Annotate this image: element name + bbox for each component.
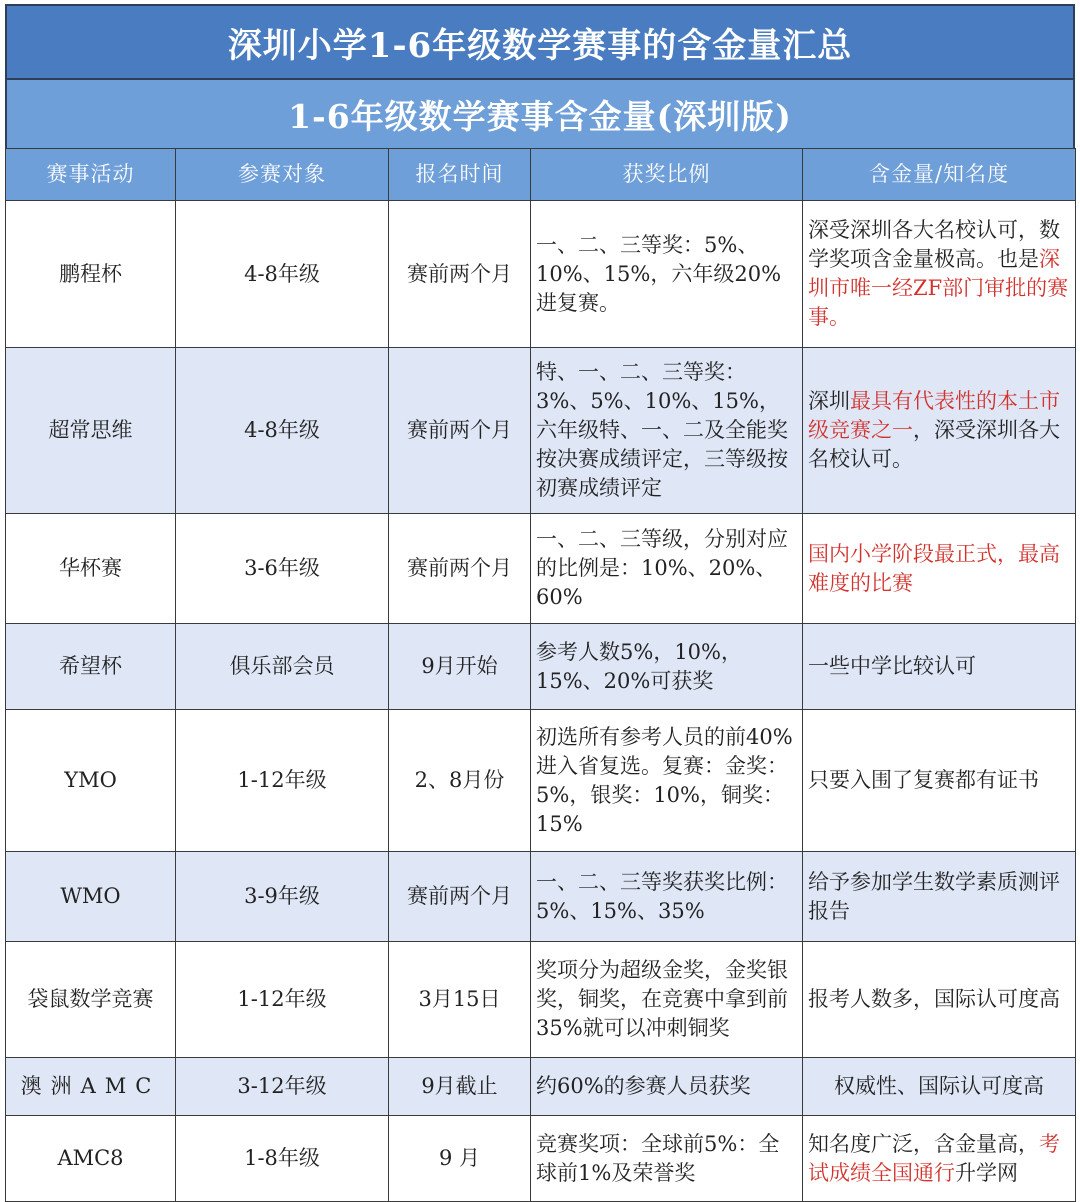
award-ratio: 参考人数5%，10%，15%、20%可获奖 (531, 624, 803, 710)
competition-target: 4-8年级 (176, 201, 389, 348)
competition-name: YMO (6, 710, 176, 852)
value-text: 只要入围了复赛都有证书 (808, 768, 1039, 792)
table-row (6, 348, 1076, 514)
value-highlight: 深圳市唯一经ZF部门审批的赛事。 (808, 247, 1069, 329)
value-cell (803, 201, 1076, 348)
registration-time: 赛前两个月 (389, 201, 531, 348)
award-ratio: 一、二、三等奖获奖比例：5%、15%、35% (531, 852, 803, 942)
competition-target: 3-6年级 (176, 514, 389, 624)
value-cell (803, 1116, 1076, 1202)
value-cell (803, 710, 1076, 852)
table-row (6, 710, 1076, 852)
competition-name: 鹏程杯 (6, 201, 176, 348)
registration-time: 9 月 (389, 1116, 531, 1202)
value-highlight: 考试成绩全国通行 (808, 1131, 1060, 1185)
header-row (6, 149, 1076, 201)
value-cell (803, 348, 1076, 514)
registration-time: 赛前两个月 (389, 852, 531, 942)
registration-time: 2、8月份 (389, 710, 531, 852)
award-ratio: 一、二、三等奖：5%、10%、15%，六年级20%进复赛。 (531, 201, 803, 348)
competition-name: 袋鼠数学竞赛 (6, 942, 176, 1058)
value-text: 深圳 (808, 389, 850, 413)
competition-target: 3-12年级 (176, 1058, 389, 1116)
column-header-award-ratio: 获奖比例 (531, 149, 803, 201)
column-header-value: 含金量/知名度 (803, 149, 1076, 201)
award-ratio: 约60%的参赛人员获奖 (531, 1058, 803, 1116)
competition-name: AMC8 (6, 1116, 176, 1202)
competition-target: 4-8年级 (176, 348, 389, 514)
value-text: 深受深圳各大名校认可，数学奖项含金量极高。也是 (808, 218, 1060, 271)
competition-name: 希望杯 (6, 624, 176, 710)
value-cell (803, 942, 1076, 1058)
competition-name: 澳洲AMC (6, 1058, 176, 1116)
value-highlight: 最具有代表性的本土市级竞赛之一 (808, 389, 1060, 442)
column-header-target: 参赛对象 (176, 149, 389, 201)
table-row (6, 624, 1076, 710)
award-ratio: 奖项分为超级金奖，金奖银奖，铜奖，在竞赛中拿到前35%就可以冲刺铜奖 (531, 942, 803, 1058)
page-title: 深圳小学1-6年级数学赛事的含金量汇总 (5, 4, 1075, 80)
table-row (6, 942, 1076, 1058)
registration-time: 9月开始 (389, 624, 531, 710)
column-header-registration-time: 报名时间 (389, 149, 531, 201)
value-text-after: 升学网 (955, 1160, 1018, 1185)
value-text: 一些中学比较认可 (808, 654, 976, 678)
registration-time: 赛前两个月 (389, 514, 531, 624)
competition-name: 超常思维 (6, 348, 176, 514)
value-highlight: 国内小学阶段最正式，最高难度的比赛 (808, 541, 1060, 595)
award-ratio: 竞赛奖项：全球前5%：全球前1%及荣誉奖 (531, 1116, 803, 1202)
table-subtitle: 1-6年级数学赛事含金量(深圳版) (5, 80, 1075, 148)
value-cell (803, 1058, 1076, 1116)
value-cell (803, 624, 1076, 710)
competition-target: 俱乐部会员 (176, 624, 389, 710)
table-row (6, 852, 1076, 942)
table-row (6, 1058, 1076, 1116)
value-text: 知名度广泛，含金量高， (808, 1131, 1039, 1156)
registration-time: 9月截止 (389, 1058, 531, 1116)
value-cell (803, 852, 1076, 942)
table-row (6, 201, 1076, 348)
award-ratio: 初选所有参考人员的前40%进入省复选。复赛：金奖：5%，银奖：10%，铜奖：15% (531, 710, 803, 852)
table-row (6, 514, 1076, 624)
registration-time: 3月15日 (389, 942, 531, 1058)
value-text-after: ，深受深圳各大名校认可。 (808, 418, 1060, 471)
table-row (6, 1116, 1076, 1202)
registration-time: 赛前两个月 (389, 348, 531, 514)
award-ratio: 一、二、三等级，分别对应的比例是：10%、20%、60% (531, 514, 803, 624)
competition-target: 1-12年级 (176, 710, 389, 852)
value-cell (803, 514, 1076, 624)
competition-name: 华杯赛 (6, 514, 176, 624)
value-text: 权威性、国际认可度高 (834, 1074, 1044, 1098)
column-header-competition: 赛事活动 (6, 149, 176, 201)
value-text: 报考人数多，国际认可度高 (808, 987, 1060, 1011)
award-ratio: 特、一、二、三等奖：3%、5%、10%、15%，六年级特、一、二及全能奖按决赛成绩评定，三等级按初赛成绩评定 (531, 348, 803, 514)
competition-target: 1-12年级 (176, 942, 389, 1058)
competition-target: 1-8年级 (176, 1116, 389, 1202)
competition-table (5, 148, 1076, 1202)
value-text: 给予参加学生数学素质测评报告 (808, 869, 1060, 923)
competition-name: WMO (6, 852, 176, 942)
competition-target: 3-9年级 (176, 852, 389, 942)
